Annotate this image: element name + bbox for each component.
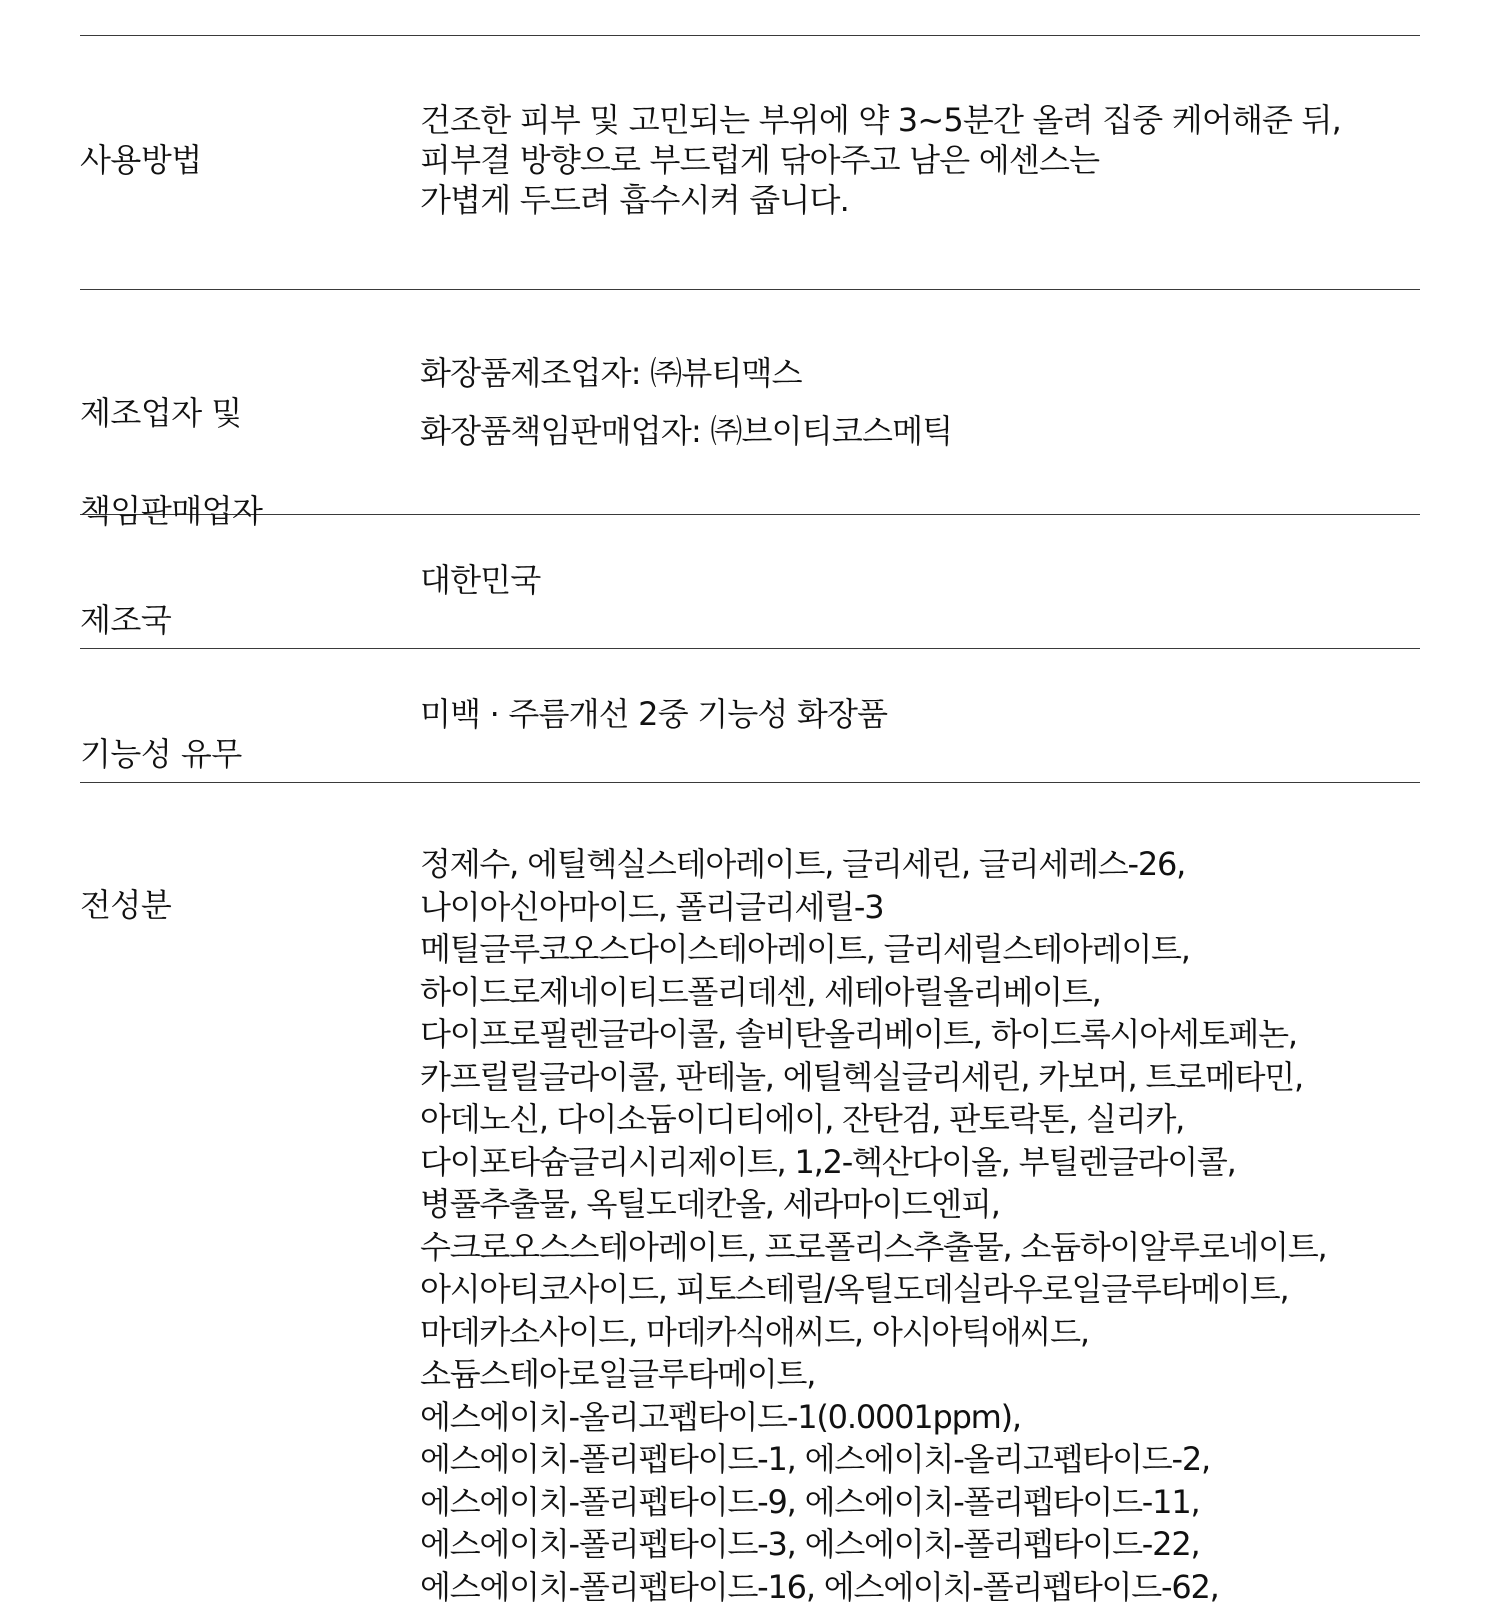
- ingredient-line: 에스에이치-올리고펩타이드-1(0.0001ppm),: [420, 1397, 1021, 1436]
- usage-line: 가볍게 두드려 흡수시켜 줍니다.: [420, 181, 849, 219]
- ingredient-line: 에스에이치-폴리펩타이드-3, 에스에이치-폴리펩타이드-22,: [420, 1525, 1200, 1563]
- ingredient-line: 에스에이치-폴리펩타이드-16, 에스에이치-폴리펩타이드-62,: [420, 1567, 1219, 1606]
- functional-value-text: 미백 · 주름개선 2중 기능성 화장품: [420, 695, 888, 733]
- manufacturer-label-line: 책임판매업자: [80, 492, 263, 530]
- ingredient-line: 에스에이치-폴리펩타이드-9, 에스에이치-폴리펩타이드-11,: [420, 1482, 1200, 1521]
- usage-value: [420, 100, 1420, 220]
- divider-functional: [80, 782, 1420, 783]
- manufacturer-label-line: 제조업자 및: [80, 394, 242, 432]
- ingredient-line: 다이포타슘글리시리제이트, 1,2-헥산다이올, 부틸렌글라이콜,: [420, 1142, 1236, 1181]
- ingredient-line: 소듐스테아로일글루타메이트,: [420, 1355, 816, 1393]
- country-value-text: 대한민국: [420, 561, 541, 599]
- divider-top: [80, 35, 1420, 36]
- ingredients-label-text: 전성분: [80, 886, 172, 924]
- ingredient-line: 마데카소사이드, 마데카식애씨드, 아시아틱애씨드,: [420, 1312, 1089, 1351]
- ingredients-label: [80, 845, 171, 965]
- usage-label-text: 사용방법: [80, 141, 202, 179]
- ingredient-line: 아시아티코사이드, 피토스테릴/옥틸도데실라우로일글루타메이트,: [420, 1270, 1289, 1308]
- functional-label: [80, 694, 242, 814]
- ingredient-line: 메틸글루코오스다이스테아레이트, 글리세릴스테아레이트,: [420, 930, 1190, 968]
- manufacturer-line: 화장품제조업자: ㈜뷰티맥스: [420, 354, 802, 392]
- ingredients-value: [420, 843, 1420, 1608]
- country-label-text: 제조국: [80, 601, 172, 639]
- functional-label-text: 기능성 유무: [80, 735, 242, 773]
- manufacturer-value: [420, 344, 1420, 460]
- manufacturer-line: 화장품책임판매업자: ㈜브이티코스메틱: [420, 412, 953, 450]
- divider-country: [80, 648, 1420, 649]
- usage-line: 피부결 방향으로 부드럽게 닦아주고 남은 에센스는: [420, 141, 1100, 179]
- functional-value: [420, 694, 1420, 734]
- divider-manufacturer: [80, 514, 1420, 515]
- divider-usage: [80, 289, 1420, 290]
- usage-line: 건조한 피부 및 고민되는 부위에 약 3~5분간 올려 집중 케어해준 뒤,: [420, 101, 1342, 139]
- ingredient-line: 정제수, 에틸헥실스테아레이트, 글리세린, 글리세레스-26,: [420, 845, 1186, 883]
- ingredient-line: 하이드로제네이티드폴리데센, 세테아릴올리베이트,: [420, 972, 1101, 1011]
- country-label: [80, 560, 171, 680]
- manufacturer-label: [80, 344, 262, 580]
- ingredient-line: 에스에이치-폴리펩타이드-1, 에스에이치-올리고펩타이드-2,: [420, 1440, 1210, 1478]
- usage-label: [80, 100, 202, 220]
- ingredient-line: 수크로오스스테아레이트, 프로폴리스추출물, 소듐하이알루로네이트,: [420, 1227, 1327, 1266]
- ingredient-line: 아데노신, 다이소듐이디티에이, 잔탄검, 판토락톤, 실리카,: [420, 1100, 1185, 1138]
- ingredient-line: 나이아신아마이드, 폴리글리세릴-3: [420, 887, 884, 926]
- ingredient-line: 카프릴릴글라이콜, 판테놀, 에틸헥실글리세린, 카보머, 트로메타민,: [420, 1057, 1303, 1096]
- ingredient-line: 병풀추출물, 옥틸도데칸올, 세라마이드엔피,: [420, 1185, 1000, 1223]
- ingredient-line: 다이프로필렌글라이콜, 솔비탄올리베이트, 하이드록시아세토페논,: [420, 1015, 1297, 1053]
- country-value: [420, 560, 1420, 600]
